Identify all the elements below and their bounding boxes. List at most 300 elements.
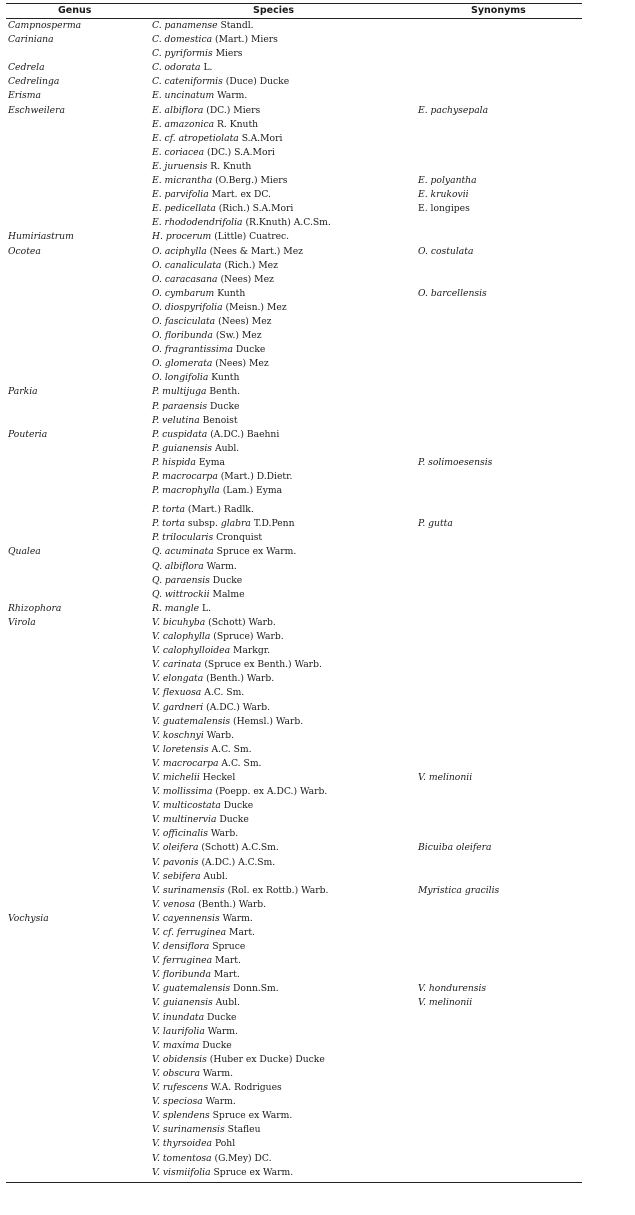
species-name: P. macrophylla xyxy=(152,485,220,497)
table-row xyxy=(6,75,582,89)
species-author: (Nees) Mez xyxy=(220,273,274,285)
species-name: C. domestica xyxy=(152,34,213,46)
species-cell xyxy=(152,259,278,273)
species-name: V. calophylla xyxy=(152,631,211,643)
table-row xyxy=(6,771,582,785)
species-name: P. torta xyxy=(152,518,185,530)
species-author: Warm. xyxy=(222,912,253,924)
table-row xyxy=(6,470,582,484)
species-name: O. fasciculata xyxy=(152,315,216,327)
species-author: (Nees) Mez xyxy=(215,358,269,370)
species-author: (Poepp. ex A.DC.) Warb. xyxy=(215,786,328,798)
species-cell xyxy=(152,456,225,470)
table-row xyxy=(6,33,582,47)
species-author: R. Knuth xyxy=(217,118,259,130)
species-author: Standl. xyxy=(220,20,254,31)
species-author: Ducke xyxy=(212,574,243,586)
species-cell xyxy=(152,686,244,700)
table-header-row xyxy=(6,4,582,18)
species-author: (Hemsl.) Warb. xyxy=(233,715,304,727)
species-author: Stafleu xyxy=(227,1124,261,1136)
species-cell xyxy=(152,357,269,371)
species-author: Mart. ex DC. xyxy=(211,189,271,201)
species-cell xyxy=(152,982,279,996)
species-cell xyxy=(152,428,279,442)
table-row xyxy=(6,414,582,428)
species-name: V. macrocarpa xyxy=(152,757,219,769)
species-author: Spruce ex Warm. xyxy=(216,546,297,558)
species-author: (Sw.) Mez xyxy=(215,330,262,342)
species-name: V. koschnyi xyxy=(152,729,204,741)
species-author: Warb. xyxy=(206,729,235,741)
table-row xyxy=(6,132,582,146)
species-author: Cronquist xyxy=(216,532,263,544)
species-name: E. rhododendrifolia xyxy=(152,217,243,229)
species-cell xyxy=(152,1137,235,1151)
table-row xyxy=(6,841,582,855)
species-author: Aubl. xyxy=(214,442,240,454)
species-cell xyxy=(152,484,282,498)
species-author: (Benth.) Warb. xyxy=(198,898,267,910)
species-name: V. guianensis xyxy=(152,997,213,1009)
species-cell xyxy=(152,61,212,75)
species-name: V. floribunda xyxy=(152,969,211,981)
table-row xyxy=(6,785,582,799)
species-cell xyxy=(152,75,289,89)
species-author: (Little) Cuatrec. xyxy=(214,231,290,243)
species-name: O. caracasana xyxy=(152,273,218,285)
species-author: Heckel xyxy=(202,771,236,783)
species-author: (A.DC.) Warb. xyxy=(206,701,271,713)
species-name: P. torta xyxy=(152,504,185,516)
species-name: P. hispida xyxy=(152,456,196,468)
species-author: (Spruce) Warb. xyxy=(213,631,284,643)
table-row xyxy=(6,357,582,371)
species-author: Miers xyxy=(215,48,243,60)
species-name: V. guatemalensis xyxy=(152,715,231,727)
species-author: Benth. xyxy=(209,386,241,398)
genus-cell: Vochysia xyxy=(8,912,49,924)
species-cell xyxy=(152,1011,236,1025)
species-author: T.D.Penn xyxy=(253,518,295,530)
species-author: Eyma xyxy=(198,456,225,468)
species-name: V. sebifera xyxy=(152,870,201,882)
species-name: V. mollissima xyxy=(152,786,213,798)
species-author: (Schott) A.C.Sm. xyxy=(201,842,279,854)
species-author: Kunth xyxy=(211,372,240,384)
table-row xyxy=(6,912,582,926)
species-name: V. densiflora xyxy=(152,941,210,953)
species-author: Spruce xyxy=(212,941,246,953)
table-row xyxy=(6,202,582,216)
table-row xyxy=(6,503,582,517)
species-name: V. carinata xyxy=(152,659,202,671)
species-author: Donn.Sm. xyxy=(233,983,279,995)
table-row xyxy=(6,456,582,470)
species-cell xyxy=(152,701,270,715)
species-cell xyxy=(152,216,331,230)
species-cell xyxy=(152,785,327,799)
species-cell xyxy=(152,545,296,559)
table-row xyxy=(6,743,582,757)
table-row xyxy=(6,884,582,898)
species-name: E. juruensis xyxy=(152,160,208,172)
species-author: Warm. xyxy=(207,1025,238,1037)
species-name: O. aciphylla xyxy=(152,245,207,257)
genus-cell: Campnosperma xyxy=(8,20,82,31)
table-row xyxy=(6,118,582,132)
table-row xyxy=(6,1152,582,1166)
species-cell xyxy=(152,400,239,414)
table-row xyxy=(6,545,582,559)
species-cell xyxy=(152,1095,236,1109)
species-cell xyxy=(152,799,253,813)
species-author: A.C. Sm. xyxy=(211,743,252,755)
species-name: V. michelii xyxy=(152,771,200,783)
species-name: Q. wittrockii xyxy=(152,588,210,600)
species-cell xyxy=(152,287,245,301)
species-author: (Mart.) Radlk. xyxy=(187,504,254,516)
species-author: Warm. xyxy=(206,560,237,572)
species-author: Warm. xyxy=(202,1067,234,1079)
species-author: Warm. xyxy=(205,1096,236,1108)
table-row xyxy=(6,658,582,672)
species-name: C. pyriformis xyxy=(152,48,213,60)
species-name: V. flexuosa xyxy=(152,687,202,699)
species-cell xyxy=(152,531,262,545)
table-row xyxy=(6,856,582,870)
species-name: Q. albiflora xyxy=(152,560,204,572)
genus-cell: Virola xyxy=(8,616,36,628)
species-author: Pohl xyxy=(214,1138,236,1150)
species-name: P. paraensis xyxy=(152,400,208,412)
species-name: O. fragrantissima xyxy=(152,344,233,356)
table-row xyxy=(6,1011,582,1025)
table-row xyxy=(6,259,582,273)
table-row xyxy=(6,230,582,244)
table-row xyxy=(6,146,582,160)
species-cell xyxy=(152,230,289,244)
species-cell xyxy=(152,442,239,456)
table-row xyxy=(6,531,582,545)
table-row xyxy=(6,644,582,658)
species-name: V. rufescens xyxy=(152,1082,208,1094)
species-author: (Duce) Ducke xyxy=(225,76,290,88)
species-author: S.A.Mori xyxy=(241,132,283,144)
species-author: Aubl. xyxy=(215,997,240,1009)
species-name: P. trilocularis xyxy=(152,532,214,544)
species-cell xyxy=(152,912,253,926)
species-name: V. venosa xyxy=(152,898,196,910)
table-row xyxy=(6,686,582,700)
species-cell xyxy=(152,1166,293,1180)
table-row xyxy=(6,926,582,940)
species-cell xyxy=(152,132,282,146)
species-name: V. guatemalensis xyxy=(152,983,231,995)
table-row xyxy=(6,329,582,343)
species-name: E. parvifolia xyxy=(152,189,209,201)
species-cell xyxy=(152,715,303,729)
table-row xyxy=(6,1039,582,1053)
species-cell xyxy=(152,926,255,940)
synonym-cell: E. longipes xyxy=(418,203,470,215)
synonym-cell: V. melinonii xyxy=(418,771,473,783)
species-author: (Rich.) Mez xyxy=(224,259,278,271)
species-author: (Nees & Mart.) Mez xyxy=(209,245,303,257)
synonym-cell: V. melinonii xyxy=(418,997,473,1009)
synonym-cell: P. solimoesensis xyxy=(418,456,493,468)
table-row xyxy=(6,588,582,602)
species-author: (Lam.) Eyma xyxy=(222,485,283,497)
species-author: Ducke xyxy=(202,1039,232,1051)
species-author: (Benth.) Warb. xyxy=(206,673,275,685)
species-author: A.C. Sm. xyxy=(204,687,245,699)
table-row xyxy=(6,757,582,771)
species-author: (Mart.) D.Dietr. xyxy=(220,471,293,482)
species-name: V. cayennensis xyxy=(152,912,220,924)
table-row xyxy=(6,61,582,75)
species-name: O. diospyrifolia xyxy=(152,301,223,313)
species-name: O. floribunda xyxy=(152,330,213,342)
species-cell xyxy=(152,188,271,202)
table-row xyxy=(6,371,582,385)
species-name: P. multijuga xyxy=(152,386,207,398)
species-author: (A.DC.) Baehni xyxy=(210,428,280,440)
table-row xyxy=(6,1123,582,1137)
synonym-cell: E. pachysepala xyxy=(418,104,489,116)
species-cell xyxy=(152,827,238,841)
table-row xyxy=(6,287,582,301)
species-name: V. laurifolia xyxy=(152,1025,205,1037)
species-author: (Rol. ex Rottb.) Warb. xyxy=(227,884,329,896)
table-row xyxy=(6,940,582,954)
species-cell xyxy=(152,856,275,870)
table-row xyxy=(6,560,582,574)
table-row xyxy=(6,301,582,315)
species-name: V. gardneri xyxy=(152,701,204,713)
species-name: O. longifolia xyxy=(152,372,209,384)
species-name: V. oleifera xyxy=(152,842,199,854)
table-row xyxy=(6,1067,582,1081)
species-author: Warm. xyxy=(217,90,248,102)
species-cell xyxy=(152,1152,272,1166)
species-author: (G.Mey) DC. xyxy=(214,1152,272,1164)
species-author: (Spruce ex Benth.) Warb. xyxy=(204,659,322,671)
table-row xyxy=(6,968,582,982)
species-cell xyxy=(152,560,237,574)
genus-cell: Humiriastrum xyxy=(8,231,74,243)
table-row xyxy=(6,1166,582,1180)
species-cell xyxy=(152,118,258,132)
species-name: P. velutina xyxy=(152,414,200,426)
species-cell xyxy=(152,743,252,757)
genus-cell: Parkia xyxy=(8,386,38,398)
table-row xyxy=(6,982,582,996)
species-author: L. xyxy=(203,62,213,74)
species-name: O. glomerata xyxy=(152,358,213,370)
species-author: (DC.) Miers xyxy=(206,104,261,116)
table-row xyxy=(6,400,582,414)
genus-cell: Ocotea xyxy=(8,245,41,257)
synonym-cell: O. barcellensis xyxy=(418,287,487,299)
table-row xyxy=(6,574,582,588)
species-name: V. tomentosa xyxy=(152,1152,212,1164)
synonym-cell: E. polyantha xyxy=(418,175,477,187)
species-name: V. loretensis xyxy=(152,743,209,755)
species-cell xyxy=(152,315,272,329)
species-name: V. obidensis xyxy=(152,1053,207,1065)
species-cell xyxy=(152,672,274,686)
species-cell xyxy=(152,245,303,259)
species-name: V. splendens xyxy=(152,1110,210,1122)
table-row xyxy=(6,89,582,103)
table-row xyxy=(6,442,582,456)
species-author: Ducke xyxy=(219,814,249,826)
rank-abbrev: subsp. xyxy=(187,518,218,530)
species-name: O. cymbarum xyxy=(152,287,215,299)
species-name: V. vismiifolia xyxy=(152,1166,211,1178)
species-author: (Mart.) Miers xyxy=(215,34,278,46)
table-row xyxy=(6,160,582,174)
table-row xyxy=(6,1053,582,1067)
species-cell xyxy=(152,813,249,827)
species-name: E. amazonica xyxy=(152,118,215,130)
species-author: (R.Knuth) A.C.Sm. xyxy=(245,217,331,229)
species-author: Warb. xyxy=(210,828,239,840)
species-cell xyxy=(152,517,295,531)
species-author: Ducke xyxy=(223,800,254,812)
species-cell xyxy=(152,160,251,174)
table-row xyxy=(6,245,582,259)
table-row xyxy=(6,47,582,61)
species-cell xyxy=(152,104,260,118)
species-cell xyxy=(152,1039,232,1053)
species-author: L. xyxy=(202,602,212,614)
table-row xyxy=(6,174,582,188)
table-row xyxy=(6,715,582,729)
species-author: (Schott) Warb. xyxy=(208,616,276,628)
table-row xyxy=(6,484,582,498)
species-cell xyxy=(152,884,328,898)
species-cell xyxy=(152,1067,233,1081)
synonym-cell: Myristica gracilis xyxy=(418,884,500,896)
species-author: Mart. xyxy=(214,955,241,967)
species-cell xyxy=(152,588,245,602)
species-author: (DC.) S.A.Mori xyxy=(207,146,275,158)
species-author: Markgr. xyxy=(233,645,271,657)
species-author: (O.Berg.) Miers xyxy=(215,175,288,187)
species-author: W.A. Rodrigues xyxy=(210,1082,282,1094)
header-genus: Genus xyxy=(58,5,92,16)
species-author: Mart. xyxy=(213,969,240,981)
table-row xyxy=(6,188,582,202)
species-author: Spruce ex Warm. xyxy=(213,1166,294,1178)
species-name: C. odorata xyxy=(152,62,201,74)
table-row xyxy=(6,273,582,287)
species-name: P. cuspidata xyxy=(152,428,208,440)
species-name: P. macrocarpa xyxy=(152,471,218,482)
table-row xyxy=(6,799,582,813)
species-name: V. calophylloidea xyxy=(152,645,231,657)
infraspecific-epithet: glabra xyxy=(220,518,251,530)
species-cell xyxy=(152,301,287,315)
table-row xyxy=(6,898,582,912)
species-author: Aubl. xyxy=(203,870,228,882)
species-name: V. thyrsoidea xyxy=(152,1138,213,1150)
table-row xyxy=(6,343,582,357)
species-author: A.C. Sm. xyxy=(221,757,262,769)
species-cell xyxy=(152,841,279,855)
species-name: V. multinervia xyxy=(152,814,217,826)
species-cell xyxy=(152,898,266,912)
species-name: P. guianensis xyxy=(152,442,213,454)
table-row xyxy=(6,996,582,1010)
species-author: Ducke xyxy=(235,344,266,356)
species-name: H. procerum xyxy=(152,231,212,243)
species-name: V. officinalis xyxy=(152,828,208,840)
species-table xyxy=(6,3,582,1183)
genus-cell: Cariniana xyxy=(8,34,54,46)
species-cell xyxy=(152,371,239,385)
species-cell xyxy=(152,1025,238,1039)
species-name: V. cf. ferruginea xyxy=(152,927,227,938)
species-cell xyxy=(152,1123,261,1137)
species-cell xyxy=(152,771,235,785)
header-synonyms: Synonyms xyxy=(471,5,526,16)
genus-cell: Rhizophora xyxy=(8,602,62,614)
table-row xyxy=(6,672,582,686)
table-row xyxy=(6,1137,582,1151)
genus-cell: Pouteria xyxy=(8,428,48,440)
table-bottom-rule xyxy=(6,1182,582,1183)
table-row xyxy=(6,813,582,827)
table-body xyxy=(6,19,582,1180)
species-author: Mart. xyxy=(229,927,255,938)
species-cell xyxy=(152,33,278,47)
species-name: V. inundata xyxy=(152,1011,205,1023)
species-name: V. bicuhyba xyxy=(152,616,206,628)
species-cell xyxy=(152,602,211,616)
table-row xyxy=(6,1081,582,1095)
species-cell xyxy=(152,1081,282,1095)
species-cell xyxy=(152,630,284,644)
species-cell xyxy=(152,470,292,484)
table-row xyxy=(6,1025,582,1039)
species-cell xyxy=(152,503,254,517)
species-cell xyxy=(152,343,265,357)
species-author: Benoist xyxy=(202,414,238,426)
species-cell xyxy=(152,954,241,968)
species-author: Spruce ex Warm. xyxy=(212,1110,293,1122)
table-row xyxy=(6,602,582,616)
species-name: R. mangle xyxy=(152,602,200,614)
synonym-cell: O. costulata xyxy=(418,245,474,257)
species-name: V. ferruginea xyxy=(152,955,213,967)
genus-cell: Eschweilera xyxy=(8,104,65,116)
species-cell xyxy=(152,940,245,954)
table-row xyxy=(6,216,582,230)
table-row xyxy=(6,616,582,630)
species-cell xyxy=(152,644,270,658)
table-row xyxy=(6,385,582,399)
species-cell xyxy=(152,574,242,588)
table-row xyxy=(6,729,582,743)
species-cell xyxy=(152,616,276,630)
species-cell xyxy=(152,19,254,33)
species-author: (A.DC.) A.C.Sm. xyxy=(201,856,276,868)
species-name: Q. acuminata xyxy=(152,546,214,558)
table-row xyxy=(6,827,582,841)
